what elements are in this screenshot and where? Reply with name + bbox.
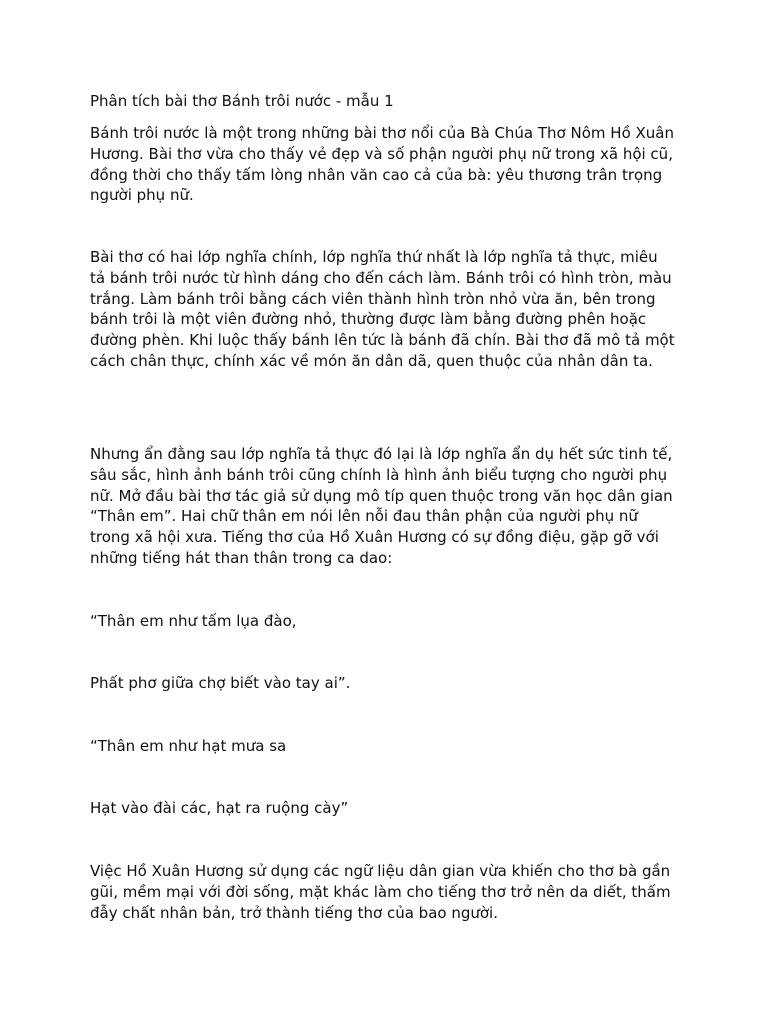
paragraph-literal-meaning	[90, 247, 690, 372]
text-line: Hương. Bài thơ vừa cho thấy vẻ đẹp và số phận người phụ nữ trong xã hội cũ,	[90, 144, 673, 163]
text-line: Bánh trôi nước là một trong những bài thơ nổi của Bà Chúa Thơ Nôm Hồ Xuân	[90, 124, 674, 142]
document-title	[90, 91, 690, 112]
text-line: “Thân em”. Hai chữ thân em nói lên nỗi đau thân phận của người phụ nữ	[90, 507, 638, 526]
title-line: Phân tích bài thơ Bánh trôi nước - mẫu 1	[90, 92, 394, 110]
text-line: đẫy chất nhân bản, trở thành tiếng thơ của bao người.	[90, 903, 498, 922]
text-line: gũi, mềm mại với đời sống, mặt khác làm cho tiếng thơ trở nên da diết, thấm	[90, 882, 671, 901]
text-line: sâu sắc, hình ảnh bánh trôi cũng chính là hình ảnh biểu tượng cho người phụ	[90, 465, 668, 484]
text-line: Việc Hồ Xuân Hương sử dụng các ngữ liệu dân gian vừa khiến cho thơ bà gần	[90, 862, 671, 880]
text-line: Bài thơ có hai lớp nghĩa chính, lớp nghĩa thứ nhất là lớp nghĩa tả thực, miêu	[90, 248, 658, 266]
text-line: Phất phơ giữa chợ biết vào tay ai”.	[90, 674, 351, 692]
text-line: người phụ nữ.	[90, 186, 194, 205]
text-line: bánh trôi là một viên đường nhỏ, thường được làm bằng đường phên hoặc	[90, 310, 647, 329]
quote-line-3	[90, 736, 690, 757]
paragraph-intro	[90, 123, 690, 206]
text-line: đường phèn. Khi luộc thấy bánh lên tức là bánh đã chín. Bài thơ đã mô tả một	[90, 331, 675, 350]
text-line: những tiếng hát than thân trong ca dao:	[90, 548, 393, 567]
text-line: trong xã hội xưa. Tiếng thơ của Hồ Xuân Hương có sự đồng điệu, gặp gỡ với	[90, 528, 659, 547]
paragraph-metaphor	[90, 444, 690, 569]
text-line: trắng. Làm bánh trôi bằng cách viên thành hình tròn nhỏ vừa ăn, bên trong	[90, 289, 656, 308]
quote-line-1	[90, 611, 690, 632]
text-line: tả bánh trôi nước từ hình dáng cho đến cách làm. Bánh trôi có hình tròn, màu	[90, 268, 672, 287]
quote-line-4	[90, 798, 690, 819]
text-line: nữ. Mở đầu bài thơ tác giả sử dụng mô típ quen thuộc trong văn học dân gian	[90, 486, 673, 505]
text-line: đồng thời cho thấy tấm lòng nhân văn cao cả của bà: yêu thương trân trọng	[90, 165, 663, 184]
quote-line-2	[90, 673, 690, 694]
text-line: “Thân em như tấm lụa đào,	[90, 612, 297, 630]
text-line: Hạt vào đài các, hạt ra ruộng cày”	[90, 799, 349, 817]
text-line: “Thân em như hạt mưa sa	[90, 737, 287, 755]
paragraph-conclusion	[90, 861, 690, 923]
document-page	[90, 0, 690, 1024]
text-line: Nhưng ẩn đằng sau lớp nghĩa tả thực đó lại là lớp nghĩa ẩn dụ hết sức tinh tế,	[90, 445, 673, 463]
text-line: cách chân thực, chính xác về món ăn dân dã, quen thuộc của nhân dân ta.	[90, 351, 653, 370]
